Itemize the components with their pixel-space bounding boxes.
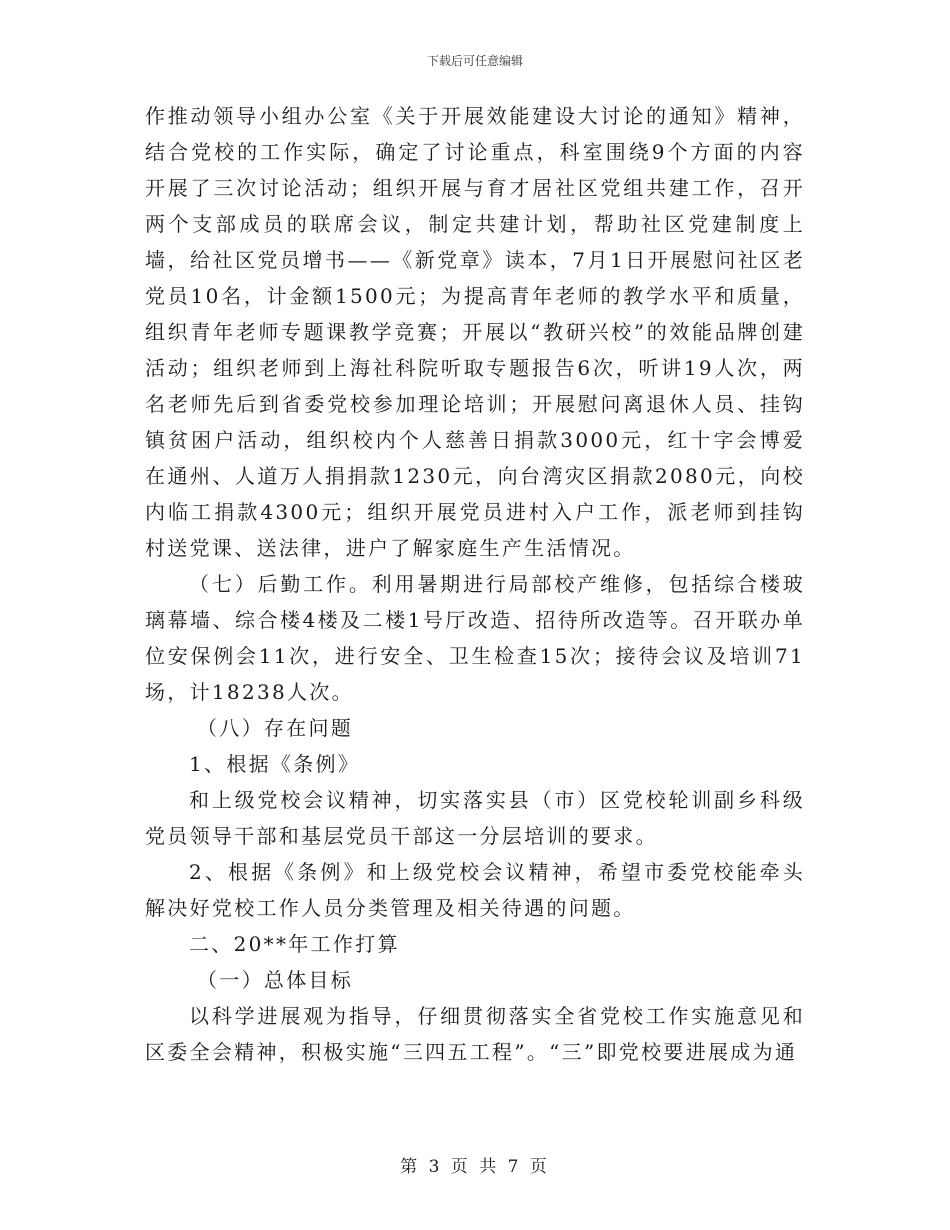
heading-problems: （八）存在问题 [197, 716, 354, 740]
problem-item-1-heading: 1、根据《条例》 [189, 752, 361, 776]
section-heading-plan: 二、20**年工作打算 [189, 932, 400, 956]
subheading-overall-goal: （一）总体目标 [197, 968, 354, 992]
paragraph-activities: 作推动领导小组办公室《关于开展效能建设大讨论的通知》精神，结合党校的工作实际，确定了讨论重点，科室围绕9个方面的内容开展了三次讨论活动；组织开展与育才居社区党组共建工作，召开两个支部成员的联席会议，制定共建计划，帮助社区党建制度上墙，给社区党员增书——《新党章》读本，7月1日开展慰问社区老党员10名，计金额1500元；为提高青年老师的教学水平和质量，组织青年老师专题课教学竞赛；开展以“教研兴校”的效能品牌创建活动；组织老师到上海社科院听取专题报告6次，听讲19人次，两名老师先后到省委党校参加理论培训；开展慰问离退休人员、挂钩镇贫困户活动，组织校内个人慈善日捐款3000元，红十字会博爱在通州、人道万人捐捐款1230元，向台湾灾区捐款2080元，向校内临工捐款4300元；组织开展党员进村入户工作，派老师到挂钩村送党课、送法律，进户了解家庭生产生活情况。 [145, 104, 805, 560]
problem-item-2-text: 2、根据《条例》和上级党校会议精神，希望市委党校能牵头解决好党校工作人员分类管理及相关待遇的问题。 [145, 860, 805, 920]
document-body [145, 98, 805, 1070]
page-header: 下载后可任意编辑 [426, 54, 523, 68]
page-number-footer: 第 3 页 共 7 页 [400, 1157, 550, 1177]
problem-item-1-text: 和上级党校会议精神，切实落实县（市）区党校轮训副乡科级党员领导干部和基层党员干部这一分层培训的要求。 [145, 788, 805, 848]
paragraph-logistics: （七）后勤工作。利用暑期进行局部校产维修，包括综合楼玻璃幕墙、综合楼4楼及二楼1号厅改造、招待所改造等。召开联办单位安保例会11次，进行安全、卫生检查15次；接待会议及培训71场，计18238人次。 [145, 572, 805, 704]
paragraph-overall-goal: 以科学进展观为指导，仔细贯彻落实全省党校工作实施意见和区委全会精神，积极实施“三四五工程”。“三”即党校要进展成为通 [145, 1004, 805, 1064]
